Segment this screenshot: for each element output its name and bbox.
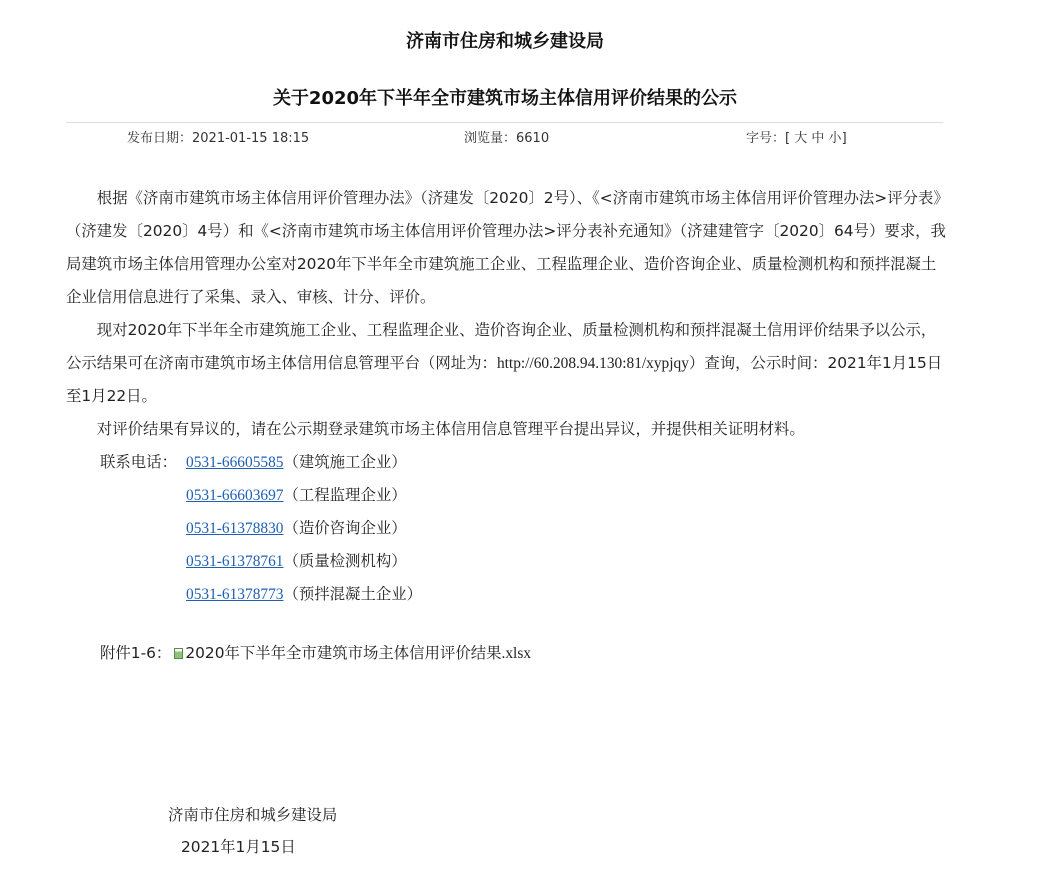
- publish-date-label: 发布日期：: [127, 131, 193, 146]
- contact-row: [66, 479, 946, 512]
- announcement-period: ）查询，公示时间：2021年1月15日至1月22日。: [66, 354, 943, 405]
- paragraph-basis: 根据《济南市建筑市场主体信用评价管理办法》（济建发〔2020〕2号）、《<济南市建筑市场主体信用评价管理办法>评分表》（济建发〔2020〕4号）和《<济南市建筑市场主体信用评价管理办法>评分表补充通知》（济建建管字〔2020〕64号）要求，我局建筑市场主体信用管理办公室对2020年下半年全市建筑施工企业、工程监理企业、造价咨询企业、质量检测机构和预拌混凝土企业信用信息进行了采集、录入、审核、计分、评价。: [66, 189, 946, 306]
- bracket-open: [: [785, 131, 791, 146]
- platform-url: http://60.208.94.130:81/xypjqy: [496, 355, 689, 372]
- contact-label: 联系电话：: [100, 453, 177, 471]
- attachment-link[interactable]: [185, 644, 531, 662]
- font-size-large[interactable]: 大: [794, 131, 808, 146]
- excel-file-icon: [174, 648, 183, 659]
- phone-desc: （造价咨询企业）: [283, 519, 407, 537]
- phone-link[interactable]: 0531-66603697: [186, 487, 284, 504]
- phone-desc: （预拌混凝土企业）: [283, 585, 423, 603]
- view-count-value: 6610: [516, 131, 550, 146]
- view-count: [464, 127, 549, 146]
- phone-link[interactable]: 0531-61378773: [186, 586, 284, 603]
- publish-date-value: 2021-01-15 18:15: [192, 131, 310, 146]
- signature-date: 2021年1月15日: [181, 838, 296, 856]
- phone-desc: （建筑施工企业）: [283, 453, 407, 471]
- phone-desc: （工程监理企业）: [283, 486, 407, 504]
- publish-date: [127, 127, 309, 146]
- attachment-name: 2020年下半年全市建筑市场主体信用评价结果: [185, 644, 502, 662]
- attachment-label: 附件1-6：: [100, 644, 172, 662]
- font-size-small[interactable]: 小: [828, 131, 842, 146]
- contact-row: [66, 578, 946, 611]
- notice-title: 关于2020年下半年全市建筑市场主体信用评价结果的公示: [272, 88, 738, 109]
- meta-divider: [66, 122, 943, 123]
- view-count-label: 浏览量：: [464, 131, 517, 146]
- paragraph-objection: 对评价结果有异议的，请在公示期登录建筑市场主体信用信息管理平台提出异议，并提供相关证明材料。: [96, 420, 805, 438]
- announcement-text: 现对2020年下半年全市建筑施工企业、工程监理企业、造价咨询企业、质量检测机构和预拌混凝土信用评价结果予以公示，公示结果可在济南市建筑市场主体信用信息管理平台（网址为：: [66, 321, 937, 372]
- contact-row: [66, 512, 946, 545]
- attachment-row: [100, 637, 531, 670]
- contact-row: [66, 446, 946, 479]
- bracket-close: ]: [841, 131, 847, 146]
- org-title: 济南市住房和城乡建设局: [406, 31, 604, 52]
- signature-org: 济南市住房和城乡建设局: [168, 806, 338, 824]
- font-size-label: 字号：: [746, 131, 786, 146]
- phone-link[interactable]: 0531-61378761: [186, 553, 284, 570]
- font-size-links: [785, 131, 847, 146]
- phone-link[interactable]: 0531-66605585: [186, 454, 284, 471]
- paragraph-announcement: [66, 314, 946, 413]
- attachment-ext: .xlsx: [501, 645, 532, 662]
- article-body: [66, 182, 946, 611]
- font-size-control: [746, 127, 847, 146]
- phone-link[interactable]: 0531-61378830: [186, 520, 284, 537]
- contact-row: [66, 545, 946, 578]
- phone-desc: （质量检测机构）: [283, 552, 407, 570]
- font-size-medium[interactable]: 中: [811, 131, 825, 146]
